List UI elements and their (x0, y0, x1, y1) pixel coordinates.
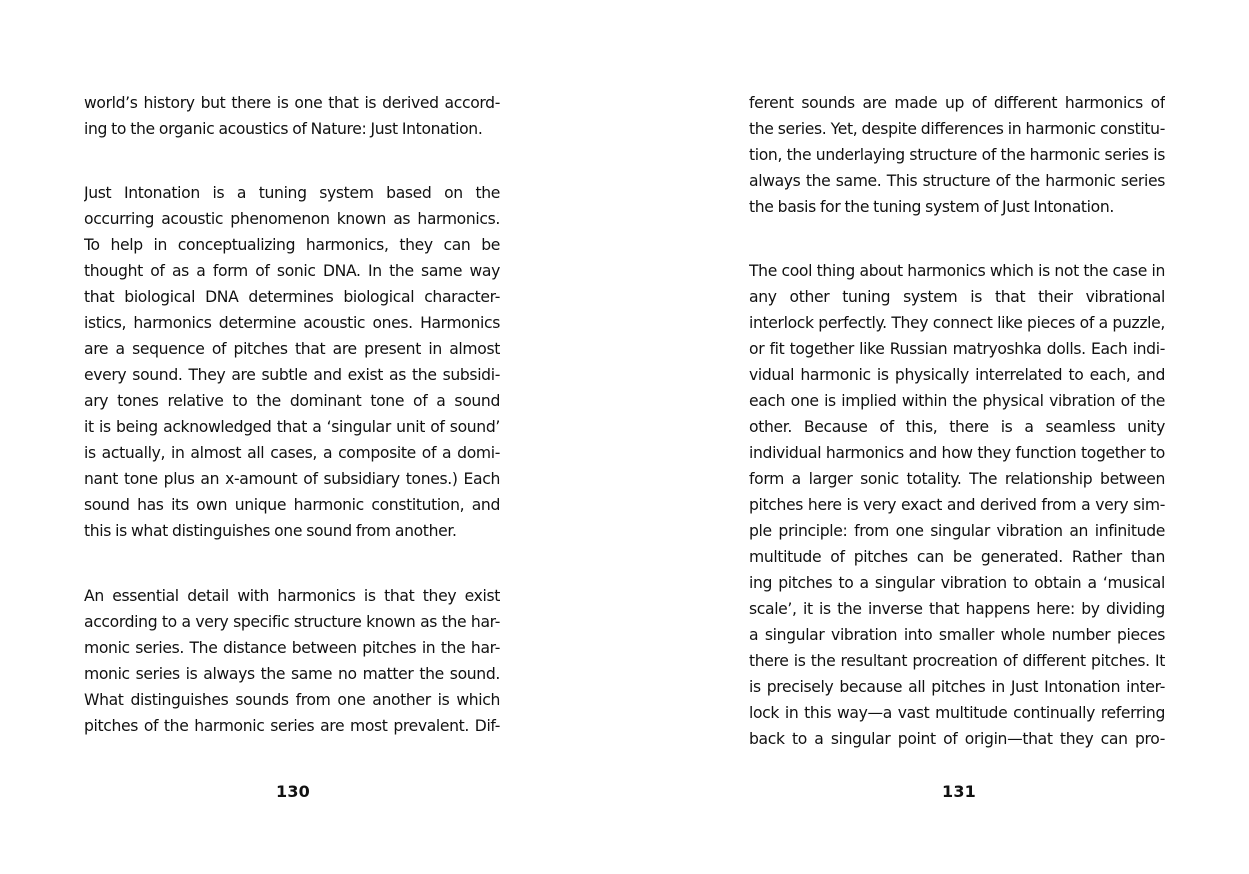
text-line: vidual harmonic is physically interrelated to each, and (749, 366, 1165, 384)
text-line: a singular vibration into smaller whole number pieces (749, 626, 1165, 644)
text-line: individual harmonics and how they function together to (749, 444, 1165, 462)
text-line: it is being acknowledged that a ‘singular unit of sound’ (84, 418, 500, 436)
text-line: any other tuning system is that their vibrational (749, 288, 1165, 306)
left-page (0, 0, 624, 874)
text-line: An essential detail with harmonics is that they exist (84, 587, 500, 605)
text-line: nant tone plus an x-amount of subsidiary tones.) Each (84, 470, 500, 488)
text-line: world’s history but there is one that is derived accord- (84, 94, 500, 112)
text-line: ing pitches to a singular vibration to obtain a ‘musical (749, 574, 1165, 592)
text-line: monic series is always the same no matter the sound. (84, 665, 500, 683)
text-line: ing to the organic acoustics of Nature: Just Intonation. (84, 120, 483, 138)
text-line: is actually, in almost all cases, a composite of a domi- (84, 444, 500, 462)
text-line: What distinguishes sounds from one another is which (84, 691, 500, 709)
text-line: interlock perfectly. They connect like pieces of a puzzle, (749, 314, 1165, 332)
text-line: Just Intonation is a tuning system based on the (84, 184, 500, 202)
left-paragraph-1 (84, 90, 500, 142)
text-line: thought of as a form of sonic DNA. In the same way (84, 262, 500, 280)
page-number-left: 130 (276, 782, 310, 801)
text-line: lock in this way—a vast multitude continually referring (749, 704, 1165, 722)
right-paragraph-1 (749, 90, 1165, 220)
text-line: there is the resultant procreation of different pitches. It (749, 652, 1165, 670)
text-line: or fit together like Russian matryoshka dolls. Each indi- (749, 340, 1165, 358)
page-number-right: 131 (942, 782, 976, 801)
text-line: tion, the underlaying structure of the harmonic series is (749, 146, 1165, 164)
text-line: To help in conceptualizing harmonics, they can be (84, 236, 500, 254)
text-line: ary tones relative to the dominant tone of a sound (84, 392, 500, 410)
text-line: each one is implied within the physical vibration of the (749, 392, 1165, 410)
text-line: istics, harmonics determine acoustic ones. Harmonics (84, 314, 500, 332)
text-line: pitches here is very exact and derived from a very sim- (749, 496, 1165, 514)
text-line: monic series. The distance between pitches in the har- (84, 639, 500, 657)
text-line: is precisely because all pitches in Just Intonation inter- (749, 678, 1165, 696)
text-line: this is what distinguishes one sound from another. (84, 522, 457, 540)
text-line: that biological DNA determines biological character- (84, 288, 500, 306)
text-line: ferent sounds are made up of different harmonics of (749, 94, 1165, 112)
text-line: back to a singular point of origin—that they can pro- (749, 730, 1165, 748)
text-line: always the same. This structure of the harmonic series (749, 172, 1165, 190)
text-line: every sound. They are subtle and exist as the subsidi- (84, 366, 500, 384)
text-line: the series. Yet, despite differences in harmonic constitu- (749, 120, 1165, 138)
text-line: multitude of pitches can be generated. Rather than (749, 548, 1165, 566)
text-line: occurring acoustic phenomenon known as harmonics. (84, 210, 500, 228)
left-paragraph-2 (84, 180, 500, 544)
text-line: the basis for the tuning system of Just Intonation. (749, 198, 1114, 216)
text-line: ple principle: from one singular vibration an infinitude (749, 522, 1165, 540)
text-line: scale’, it is the inverse that happens here: by dividing (749, 600, 1165, 618)
text-line: pitches of the harmonic series are most prevalent. Dif- (84, 717, 500, 735)
right-paragraph-2 (749, 258, 1165, 752)
text-line: sound has its own unique harmonic constitution, and (84, 496, 500, 514)
text-line: form a larger sonic totality. The relationship between (749, 470, 1165, 488)
text-line: other. Because of this, there is a seamless unity (749, 418, 1165, 436)
text-line: are a sequence of pitches that are present in almost (84, 340, 500, 358)
left-paragraph-3 (84, 583, 500, 739)
text-line: The cool thing about harmonics which is not the case in (749, 262, 1165, 280)
text-line: according to a very specific structure known as the har- (84, 613, 500, 631)
right-page (624, 0, 1249, 874)
